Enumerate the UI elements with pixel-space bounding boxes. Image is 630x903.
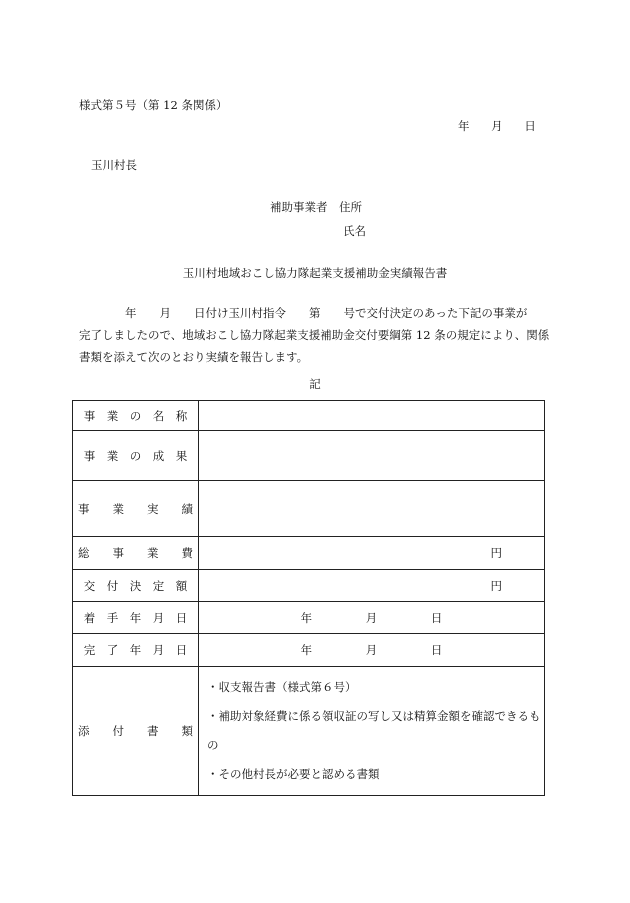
ki-heading: 記: [309, 377, 321, 391]
addressee: 玉川村長: [91, 158, 137, 172]
table-row: [73, 401, 545, 431]
completion-month: 月: [365, 643, 378, 657]
table-row: [73, 570, 545, 602]
row-label-project-results: 事 業 の 成 果: [73, 431, 199, 481]
row-label-project-performance: 事 業 実 績: [73, 481, 199, 537]
row-label-start-date: 着 手 年 月 日: [73, 602, 199, 634]
start-day: 日: [430, 610, 443, 625]
applicant-address-label: 補助事業者 住所: [270, 200, 362, 214]
attachments-field: [199, 667, 545, 796]
start-date-field[interactable]: [199, 602, 545, 634]
row-label-attachments: 添 付 書 類: [73, 667, 199, 796]
body-paragraph: [79, 302, 552, 368]
table-row: [73, 537, 545, 570]
project-performance-field[interactable]: [199, 481, 545, 537]
table-row: [73, 481, 545, 537]
date-year: 年: [458, 119, 470, 133]
table-row: [73, 634, 545, 667]
applicant-name-label: 氏名: [343, 224, 366, 238]
report-table: [72, 400, 545, 796]
table-row: [73, 667, 545, 796]
row-label-total-cost: 総 事 業 費: [73, 537, 199, 570]
completion-year: 年: [300, 643, 313, 657]
start-year: 年: [300, 610, 313, 625]
date-day: 日: [524, 119, 536, 133]
form-number: 様式第５号（第 12 条関係）: [79, 98, 228, 112]
grant-amount-yen: 円: [490, 578, 502, 593]
table-row: [73, 431, 545, 481]
grant-amount-field[interactable]: [199, 570, 545, 602]
attachment-item: ・その他村長が必要と認める書類: [207, 767, 380, 781]
date-month: 月: [491, 119, 503, 133]
attachment-item: ・収支報告書（様式第６号）: [207, 680, 357, 694]
total-cost-yen: 円: [490, 546, 502, 560]
project-name-field[interactable]: [199, 401, 545, 431]
row-label-project-name: 事 業 の 名 称: [73, 401, 199, 431]
total-cost-field[interactable]: [199, 537, 545, 570]
body-line-3: 書類を添えて次のとおり実績を報告します。: [79, 350, 309, 364]
row-label-completion-date: 完 了 年 月 日: [73, 634, 199, 667]
body-line-1: 年 月 日付け玉川村指令 第 号で交付決定のあった下記の事業が: [79, 306, 528, 320]
start-month: 月: [365, 610, 378, 625]
body-line-2: 完了しましたので、地域おこし協力隊起業支援補助金交付要綱第 12 条の規定により、関係: [79, 328, 550, 342]
completion-day: 日: [430, 643, 443, 657]
table-row: [73, 602, 545, 634]
project-results-field[interactable]: [199, 431, 545, 481]
attachment-item: ・補助対象経費に係る領収証の写し又は精算金額を確認できるもの: [207, 709, 541, 752]
document-title: 玉川村地域おこし協力隊起業支援補助金実績報告書: [182, 266, 448, 280]
completion-date-field[interactable]: [199, 634, 545, 667]
attachment-list: [199, 667, 544, 795]
submission-date: [458, 118, 536, 134]
row-label-grant-amount: 交 付 決 定 額: [73, 570, 199, 602]
